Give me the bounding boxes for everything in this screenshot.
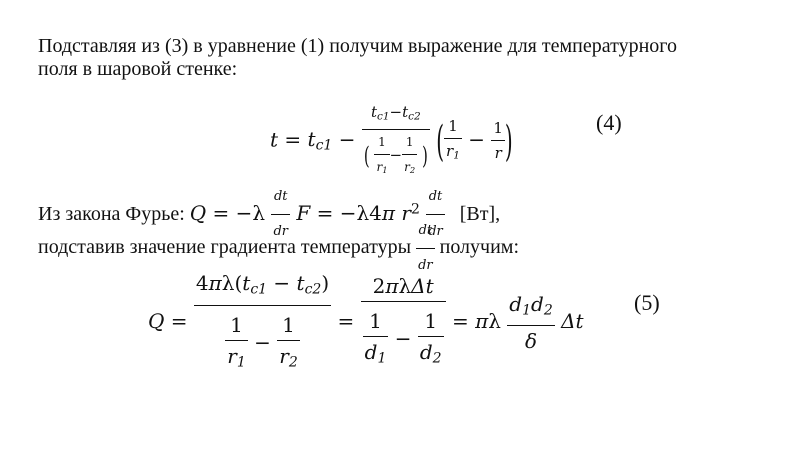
unit-watts: [Вт],: [459, 203, 501, 225]
gradient-suffix: получим:: [439, 236, 520, 259]
intro-line-2: поля в шаровой стенке:: [38, 58, 238, 80]
gradient-prefix: подставив значение градиента температуры: [38, 236, 417, 259]
equation-4-number: (4): [596, 110, 622, 135]
eq4-main-fraction: $t_{c1}-t_{c2}$ ( $\frac{1}{r_1}$ − $\frac{1}{r_2}$ ): [362, 100, 430, 182]
eq5-fraction-1: $4\pi\lambda(t_{c1} - t_{c2})$ $\frac{1}{r_1}$ − $\frac{1}{r_2}$: [194, 268, 331, 377]
equation-5-number: (5): [634, 290, 660, 315]
fourier-prefix: Из закона Фурье:: [38, 203, 190, 225]
gradient-line: подставив значение градиента температуры $\frac{dt}{dr}$ получим:: [38, 214, 519, 283]
intro-line-1: Подставляя из (3) в уравнение (1) получим выражение для температурного: [38, 35, 677, 57]
eq5-fraction-3: $\frac{d_1d_2}{\delta}$: [507, 289, 554, 357]
equation-5: Q = $4\pi\lambda(t_{c1} - t_{c2})$ $\frac{1}{r_1}$ − $\frac{1}{r_2}$ = 2πλΔt $\frac{1}{d_1}$ − $\frac{1}{d_2}$ = πλ $\frac{d_1d_2}{\delta}$ Δt: [148, 268, 584, 377]
equation-4: $t = t_{c1}$ − $t_{c1}-t_{c2}$ ( $\frac{1}{r_1}$ − $\frac{1}{r_2}$ ) ( $\frac{1}{r_1}$ − $\frac{1}{r}$ ): [270, 100, 513, 182]
fourier-line: Из закона Фурье: Q = −λ $\frac{dt}{dr}$ F = −λ4π $r^2$ $\frac{dt}{dr}$ [Вт],: [38, 180, 500, 249]
eq5-fraction-2: 2πλΔt $\frac{1}{d_1}$ − $\frac{1}{d_2}$: [361, 271, 446, 374]
